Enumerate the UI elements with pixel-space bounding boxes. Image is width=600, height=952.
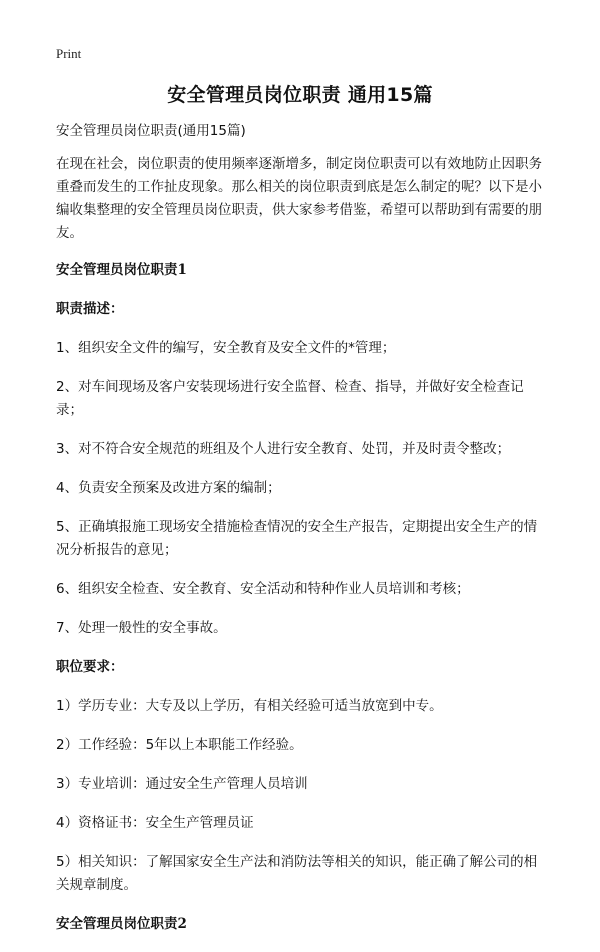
requirements-heading: 职位要求： <box>56 659 124 675</box>
duty-item: 3、对不符合安全规范的班组及个人进行安全教育、处罚，并及时责令整改； <box>56 441 511 457</box>
duty-item: 7、处理一般性的安全事故。 <box>56 620 227 636</box>
intro-paragraph: 在现在社会，岗位职责的使用频率逐渐增多，制定岗位职责可以有效地防止因职务重叠而发生的工作扯皮现象。那么相关的岗位职责到底是怎么制定的呢？以下是小编收集整理的安全管理员岗位职责，供大家参考借鉴，希望可以帮助到有需要的朋友。 <box>56 156 542 241</box>
section-2-heading: 安全管理员岗位职责2 <box>56 916 187 932</box>
duty-item: 4、负责安全预案及改进方案的编制； <box>56 480 281 496</box>
requirement-item: 3）专业培训：通过安全生产管理人员培训 <box>56 776 308 792</box>
requirement-item: 5）相关知识：了解国家安全生产法和消防法等相关的知识，能正确了解公司的相关规章制度。 <box>56 854 538 893</box>
duty-item: 6、组织安全检查、安全教育、安全活动和特种作业人员培训和考核； <box>56 581 470 597</box>
requirement-item: 1）学历专业：大专及以上学历，有相关经验可适当放宽到中专。 <box>56 698 443 714</box>
document-subtitle: 安全管理员岗位职责(通用15篇) <box>56 123 246 139</box>
document-body <box>56 120 550 952</box>
duty-item: 2、对车间现场及客户安装现场进行安全监督、检查、指导，并做好安全检查记录； <box>56 379 524 418</box>
section-1-heading: 安全管理员岗位职责1 <box>56 262 187 278</box>
requirement-item: 4）资格证书：安全生产管理员证 <box>56 815 254 831</box>
print-link[interactable]: Print <box>56 46 82 61</box>
duty-item: 5、正确填报施工现场安全措施检查情况的安全生产报告，定期提出安全生产的情况分析报告的意见； <box>56 519 538 558</box>
page-title: 安全管理员岗位职责 通用15篇 <box>167 84 433 106</box>
duties-heading: 职责描述： <box>56 301 124 317</box>
requirement-item: 2）工作经验：5年以上本职能工作经验。 <box>56 737 303 753</box>
duty-item: 1、组织安全文件的编写，安全教育及安全文件的*管理； <box>56 340 396 356</box>
